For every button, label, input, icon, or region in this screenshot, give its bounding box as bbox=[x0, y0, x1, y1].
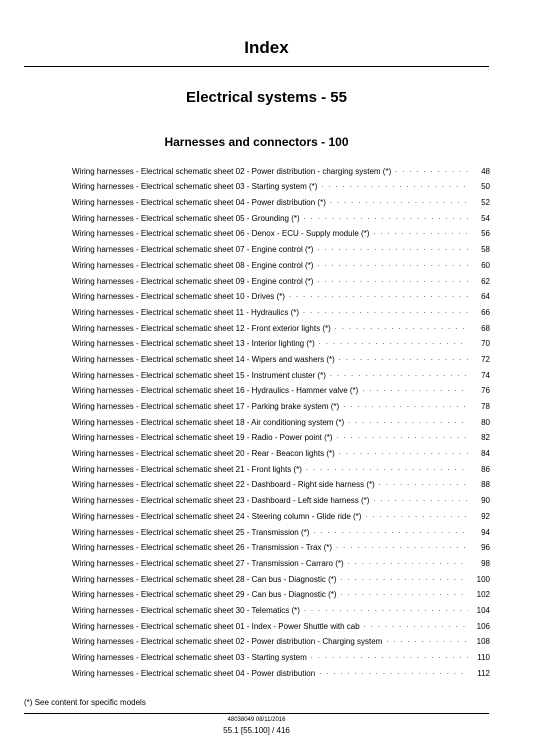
index-entry-page: 84 bbox=[481, 449, 490, 459]
dot-leader bbox=[317, 276, 468, 285]
dot-leader bbox=[330, 370, 468, 379]
index-entry[interactable] bbox=[72, 270, 490, 286]
dot-leader bbox=[289, 291, 468, 300]
index-entry-title: Wiring harnesses - Electrical schematic sheet 28 - Can bus - Diagnostic (*) bbox=[72, 574, 337, 584]
dot-leader bbox=[341, 589, 468, 598]
index-entry[interactable] bbox=[72, 521, 490, 537]
index-entry[interactable] bbox=[72, 646, 490, 662]
index-entry-title: Wiring harnesses - Electrical schematic sheet 11 - Hydraulics (*) bbox=[72, 307, 300, 317]
dot-leader bbox=[304, 605, 468, 614]
index-entry[interactable] bbox=[72, 333, 490, 349]
dot-leader bbox=[341, 574, 468, 583]
index-entry-page: 76 bbox=[481, 386, 490, 396]
header-rule bbox=[24, 66, 489, 67]
index-entry[interactable] bbox=[72, 395, 490, 411]
index-entry[interactable] bbox=[72, 427, 490, 443]
index-entry[interactable] bbox=[72, 223, 490, 239]
index-entry[interactable] bbox=[72, 474, 490, 490]
index-entry-page: 104 bbox=[476, 605, 490, 615]
index-entry-page: 60 bbox=[481, 260, 490, 270]
dot-leader bbox=[395, 166, 468, 175]
index-entry-title: Wiring harnesses - Electrical schematic sheet 03 - Starting system bbox=[72, 653, 307, 662]
index-entry[interactable] bbox=[72, 207, 490, 223]
subsection-title: Harnesses and connectors - 100 bbox=[164, 135, 349, 149]
index-entry[interactable] bbox=[72, 286, 490, 302]
index-entry[interactable] bbox=[72, 348, 490, 364]
index-entry[interactable] bbox=[72, 254, 490, 270]
index-entry[interactable] bbox=[72, 599, 490, 615]
index-entry-page: 56 bbox=[481, 229, 490, 239]
index-entry-page: 70 bbox=[481, 339, 490, 349]
document-code: 48038049 08/11/2016 bbox=[227, 717, 286, 723]
index-entry-page: 86 bbox=[481, 464, 490, 474]
dot-leader bbox=[339, 354, 468, 363]
index-entry-page: 50 bbox=[481, 182, 490, 192]
index-entry-page: 68 bbox=[481, 323, 490, 333]
dot-leader bbox=[348, 417, 468, 426]
dot-leader bbox=[365, 511, 468, 520]
index-entry[interactable] bbox=[72, 442, 490, 458]
index-entry-title: Wiring harnesses - Electrical schematic sheet 02 - Power distribution - Charging system bbox=[72, 637, 383, 647]
dot-leader bbox=[386, 636, 468, 645]
dot-leader bbox=[317, 260, 468, 269]
index-entry-title: Wiring harnesses - Electrical schematic sheet 26 - Transmission - Trax (*) bbox=[72, 543, 333, 553]
footer-rule bbox=[24, 713, 489, 714]
index-entry-title: Wiring harnesses - Electrical schematic sheet 16 - Hydraulics - Hammer valve (*) bbox=[72, 386, 359, 396]
index-entry-page: 64 bbox=[481, 292, 490, 302]
index-entry-page: 102 bbox=[476, 590, 490, 600]
index-entry-page: 78 bbox=[481, 402, 490, 411]
index-entry-title: Wiring harnesses - Electrical schematic sheet 22 - Dashboard - Right side harness (*) bbox=[72, 480, 375, 490]
index-entry[interactable] bbox=[72, 364, 490, 380]
index-entry-page: 80 bbox=[481, 417, 490, 427]
index-entry-page: 96 bbox=[481, 543, 490, 553]
dot-leader bbox=[304, 213, 468, 222]
dot-leader bbox=[339, 448, 468, 457]
index-entry-page: 58 bbox=[481, 245, 490, 255]
index-list bbox=[72, 160, 490, 678]
dot-leader bbox=[337, 432, 468, 441]
index-entry-title: Wiring harnesses - Electrical schematic sheet 27 - Transmission - Carraro (*) bbox=[72, 558, 344, 568]
index-entry-page: 82 bbox=[481, 433, 490, 443]
index-entry-page: 62 bbox=[481, 276, 490, 286]
index-entry[interactable] bbox=[72, 238, 490, 254]
index-entry-title: Wiring harnesses - Electrical schematic sheet 10 - Drives (*) bbox=[72, 292, 285, 302]
index-entry-title: Wiring harnesses - Electrical schematic sheet 30 - Telematics (*) bbox=[72, 605, 300, 615]
index-entry-title: Wiring harnesses - Electrical schematic sheet 09 - Engine control (*) bbox=[72, 276, 314, 286]
index-entry[interactable] bbox=[72, 568, 490, 584]
dot-leader bbox=[336, 542, 468, 551]
dot-leader bbox=[348, 558, 468, 567]
dot-leader bbox=[330, 197, 468, 206]
index-entry-title: Wiring harnesses - Electrical schematic sheet 25 - Transmission (*) bbox=[72, 527, 310, 537]
dot-leader bbox=[373, 495, 468, 504]
index-entry[interactable] bbox=[72, 160, 490, 176]
dot-leader bbox=[311, 652, 468, 661]
dot-leader bbox=[313, 527, 468, 536]
index-entry-page: 72 bbox=[481, 354, 490, 364]
dot-leader bbox=[343, 401, 468, 410]
index-entry-title: Wiring harnesses - Electrical schematic sheet 24 - Steering column - Glide ride (*) bbox=[72, 511, 362, 521]
index-entry-title: Wiring harnesses - Electrical schematic sheet 20 - Rear - Beacon lights (*) bbox=[72, 449, 335, 459]
dot-leader bbox=[319, 668, 468, 677]
index-entry-page: 66 bbox=[481, 307, 490, 317]
index-entry-title: Wiring harnesses - Electrical schematic sheet 18 - Air conditioning system (*) bbox=[72, 417, 345, 427]
index-entry-page: 54 bbox=[481, 213, 490, 223]
dot-leader bbox=[364, 621, 468, 630]
index-entry[interactable] bbox=[72, 317, 490, 333]
index-entry-title: Wiring harnesses - Electrical schematic sheet 23 - Dashboard - Left side harness (*) bbox=[72, 496, 370, 506]
index-entry[interactable] bbox=[72, 411, 490, 427]
index-entry-page: 94 bbox=[481, 527, 490, 537]
dot-leader bbox=[306, 464, 468, 473]
index-entry-page: 110 bbox=[477, 653, 490, 662]
index-entry-title: Wiring harnesses - Electrical schematic sheet 01 - Index - Power Shuttle with cab bbox=[72, 621, 360, 631]
dot-leader bbox=[317, 244, 468, 253]
index-entry-title: Wiring harnesses - Electrical schematic sheet 06 - Denox - ECU - Supply module (*) bbox=[72, 229, 370, 239]
index-entry-page: 52 bbox=[481, 198, 490, 208]
page-title: Index bbox=[244, 38, 289, 57]
index-entry-page: 108 bbox=[476, 637, 490, 647]
dot-leader bbox=[319, 338, 468, 347]
index-entry-title: Wiring harnesses - Electrical schematic sheet 02 - Power distribution - charging system (*) bbox=[72, 166, 392, 176]
dot-leader bbox=[321, 181, 468, 190]
dot-leader bbox=[335, 323, 468, 332]
index-entry-title: Wiring harnesses - Electrical schematic sheet 29 - Can bus - Diagnostic (*) bbox=[72, 590, 337, 600]
index-entry[interactable] bbox=[72, 505, 490, 521]
dot-leader bbox=[373, 228, 468, 237]
index-entry[interactable] bbox=[72, 176, 490, 192]
index-entry-page: 98 bbox=[481, 558, 490, 568]
index-entry-title: Wiring harnesses - Electrical schematic sheet 19 - Radio - Power point (*) bbox=[72, 433, 333, 443]
index-entry-title: Wiring harnesses - Electrical schematic sheet 08 - Engine control (*) bbox=[72, 260, 314, 270]
page-reference: 55.1 [55.100] / 416 bbox=[223, 726, 290, 735]
index-entry-title: Wiring harnesses - Electrical schematic sheet 13 - Interior lighting (*) bbox=[72, 339, 315, 349]
index-entry-title: Wiring harnesses - Electrical schematic sheet 03 - Starting system (*) bbox=[72, 182, 318, 192]
index-entry-page: 106 bbox=[476, 621, 490, 631]
footnote: (*) See content for specific models bbox=[24, 698, 146, 707]
index-entry-page: 112 bbox=[477, 668, 490, 678]
index-entry[interactable] bbox=[72, 301, 490, 317]
index-entry-page: 92 bbox=[481, 511, 490, 521]
index-entry[interactable] bbox=[72, 584, 490, 600]
index-entry-page: 74 bbox=[481, 370, 490, 380]
index-entry[interactable] bbox=[72, 631, 490, 647]
index-entry-title: Wiring harnesses - Electrical schematic sheet 17 - Parking brake system (*) bbox=[72, 402, 340, 411]
index-entry-title: Wiring harnesses - Electrical schematic sheet 05 - Grounding (*) bbox=[72, 213, 300, 223]
index-entry-page: 48 bbox=[481, 166, 490, 176]
index-entry[interactable] bbox=[72, 489, 490, 505]
index-entry[interactable] bbox=[72, 537, 490, 553]
index-entry[interactable] bbox=[72, 191, 490, 207]
dot-leader bbox=[379, 479, 468, 488]
index-entry-page: 88 bbox=[481, 480, 490, 490]
index-entry-title: Wiring harnesses - Electrical schematic sheet 14 - Wipers and washers (*) bbox=[72, 354, 335, 364]
index-entry-title: Wiring harnesses - Electrical schematic sheet 04 - Power distribution (*) bbox=[72, 198, 326, 208]
index-entry-title: Wiring harnesses - Electrical schematic sheet 21 - Front lights (*) bbox=[72, 464, 302, 474]
index-entry-title: Wiring harnesses - Electrical schematic sheet 15 - Instrument cluster (*) bbox=[72, 370, 326, 380]
section-title: Electrical systems - 55 bbox=[186, 89, 347, 106]
index-entry-page: 100 bbox=[476, 574, 490, 584]
index-entry[interactable] bbox=[72, 615, 490, 631]
index-entry-title: Wiring harnesses - Electrical schematic sheet 12 - Front exterior lights (*) bbox=[72, 323, 331, 333]
index-entry[interactable] bbox=[72, 662, 490, 678]
dot-leader bbox=[362, 385, 468, 394]
index-entry-page: 90 bbox=[481, 496, 490, 506]
index-entry[interactable] bbox=[72, 380, 490, 396]
index-entry[interactable] bbox=[72, 552, 490, 568]
dot-leader bbox=[303, 307, 468, 316]
index-entry-title: Wiring harnesses - Electrical schematic sheet 07 - Engine control (*) bbox=[72, 245, 314, 255]
index-entry-title: Wiring harnesses - Electrical schematic sheet 04 - Power distribution bbox=[72, 668, 316, 678]
index-entry[interactable] bbox=[72, 458, 490, 474]
